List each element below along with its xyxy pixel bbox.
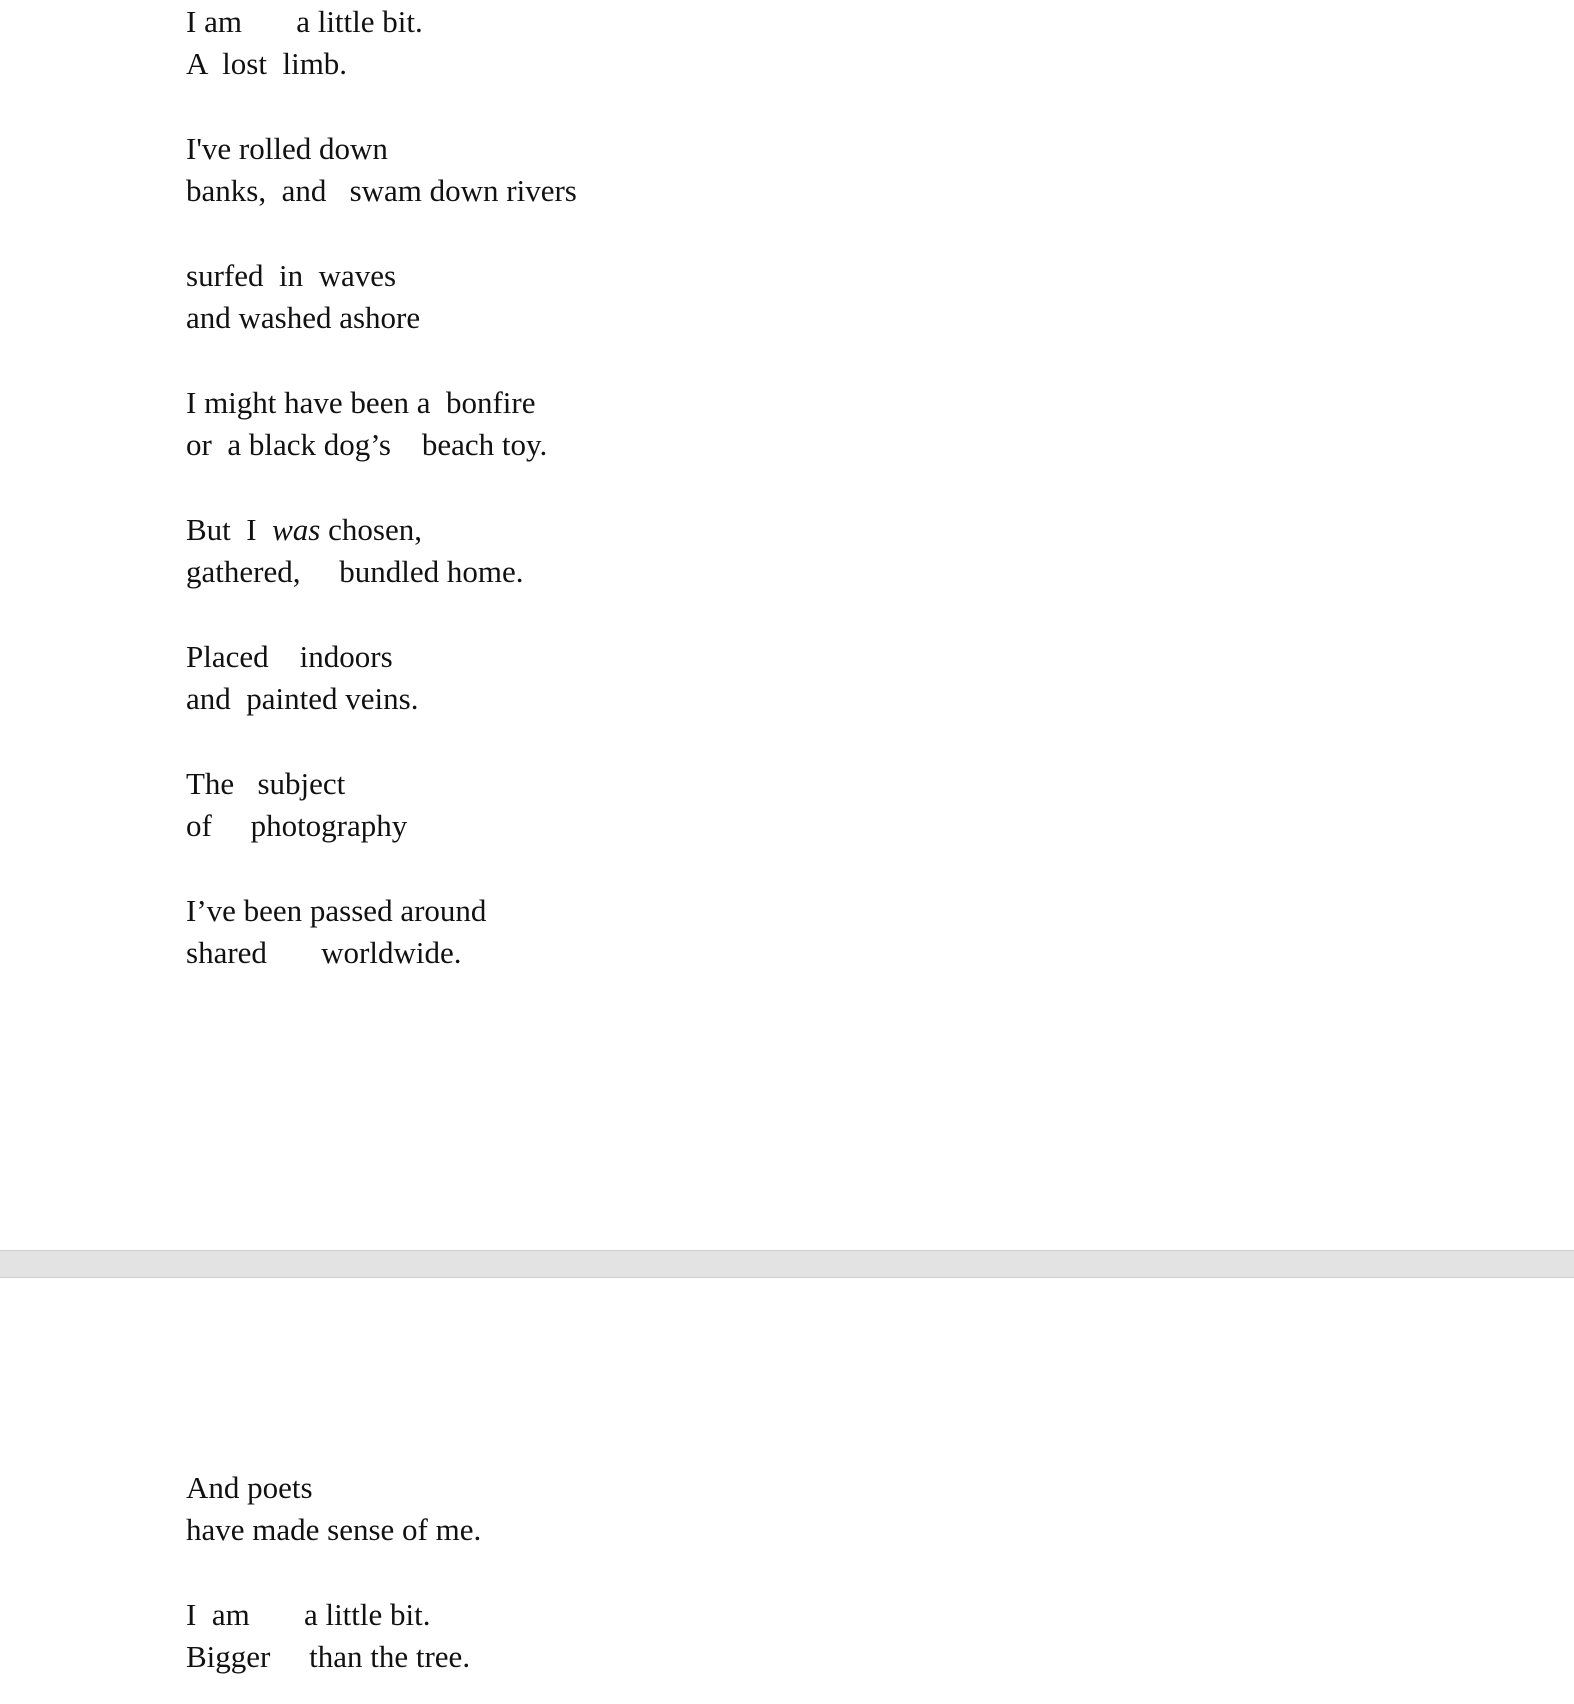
poem-line: surfed in waves (186, 258, 397, 293)
poem-line: I've rolled down (186, 131, 388, 166)
poem-line: gathered, bundled home. (186, 554, 524, 589)
poem-line: and washed ashore (186, 300, 421, 335)
poem-line: I’ve been passed around (186, 893, 487, 928)
poem-line: A lost limb. (186, 46, 348, 81)
poem-line-italic: was (272, 512, 321, 547)
poem-line: Bigger than the tree. (186, 1639, 471, 1674)
document-page-2 (0, 1278, 1574, 1704)
poem-line: I am a little bit. (186, 4, 423, 39)
poem-line: And poets (186, 1470, 313, 1505)
poem-line: of photography (186, 808, 408, 843)
poem-line: banks, and swam down rivers (186, 173, 577, 208)
poem-line: have made sense of me. (186, 1512, 482, 1547)
poem-line: I am a little bit. (186, 1597, 431, 1632)
poem-line-before: But I (186, 512, 273, 547)
poem-line: I might have been a bonfire (186, 385, 536, 420)
poem-line: The subject (186, 766, 346, 801)
poem-line: shared worldwide. (186, 935, 462, 970)
poem-line: Placed indoors (186, 639, 393, 674)
poem-line (186, 512, 422, 548)
poem-line: or a black dog’s beach toy. (186, 427, 548, 462)
poem-line-after: chosen, (320, 512, 422, 547)
page-separator (0, 1250, 1574, 1278)
poem-line: and painted veins. (186, 681, 419, 716)
